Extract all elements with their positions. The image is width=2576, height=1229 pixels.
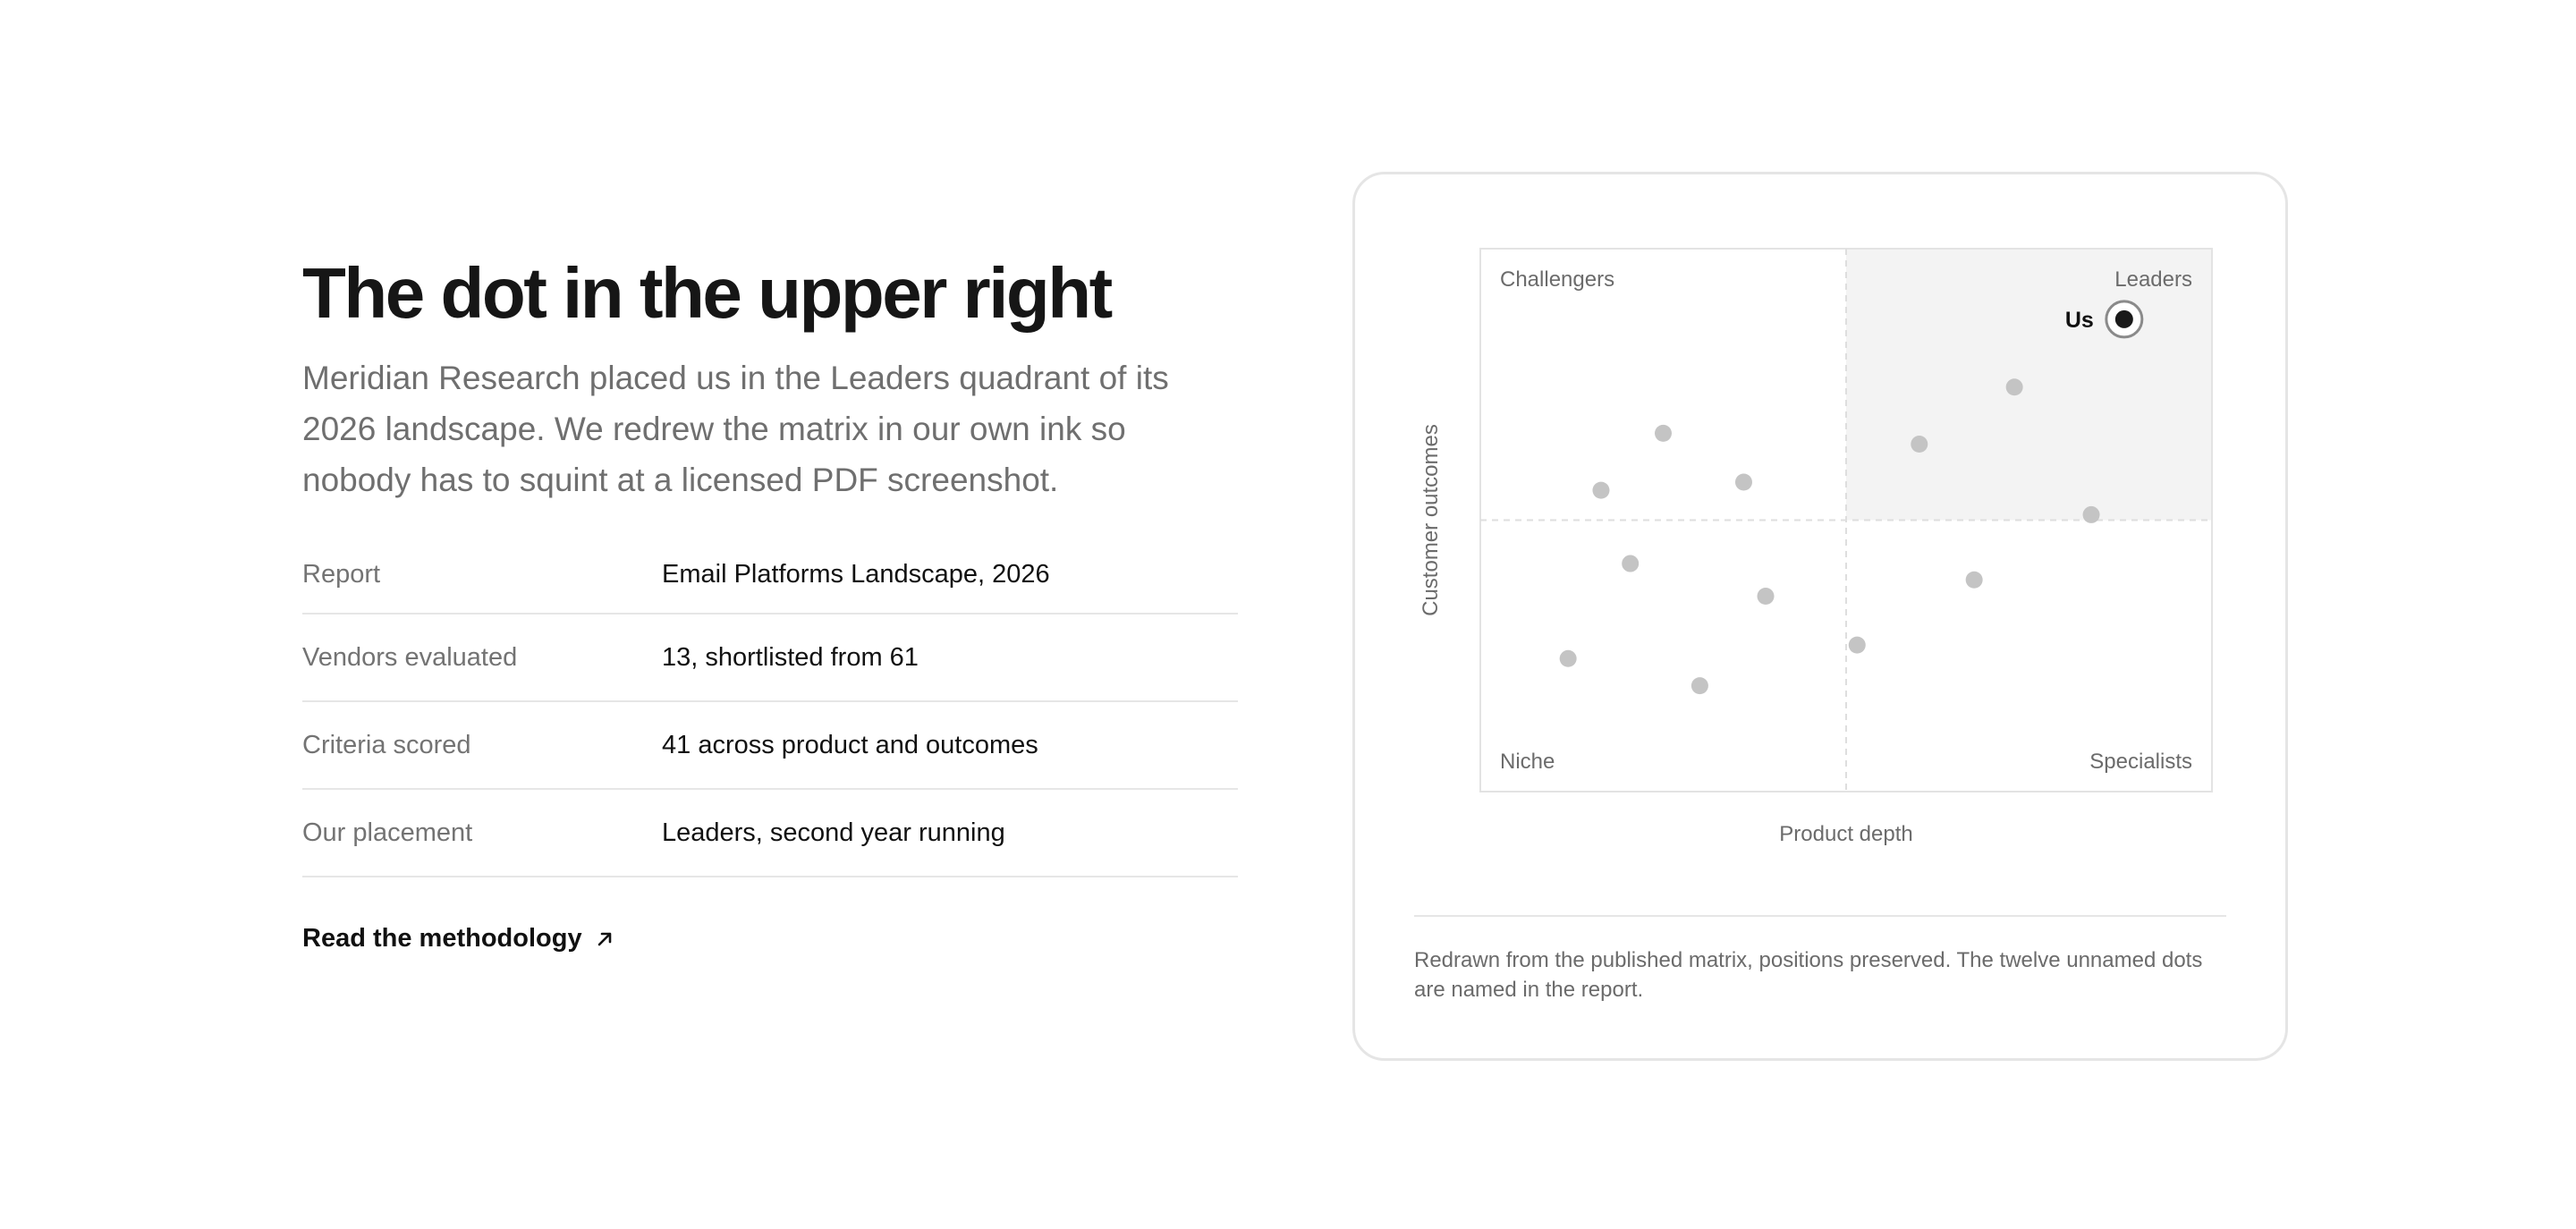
methodology-link-label: Read the methodology [302,924,582,953]
vendor-dot [1560,650,1577,667]
page-title: The dot in the upper right [302,253,1111,333]
vendor-dot [1849,637,1866,654]
fact-value: 41 across product and outcomes [662,730,1038,759]
fact-label: Vendors evaluated [302,642,518,672]
vendor-dot [1735,474,1752,491]
matrix-card [1352,172,2288,1061]
vendor-dot [1592,482,1609,499]
quadrant-label-challengers: Challengers [1500,267,1615,292]
fact-value: Email Platforms Landscape, 2026 [662,559,1050,589]
intro-paragraph: Meridian Research placed us in the Leaders quadrant of its 2026 landscape. We redrew the matrix in our own ink so nobody has to squint at a licensed PDF screenshot. [302,360,1169,498]
fact-label: Our placement [302,818,473,847]
quadrant-label-leaders: Leaders [2114,267,2192,292]
us-label: Us [2064,307,2094,333]
vendor-dot [1966,572,1983,589]
chart-caption: Redrawn from the published matrix, positions preserved. The twelve unnamed dots are named in the report. [1414,948,2203,1002]
facts-table [302,536,1238,877]
fact-value: Leaders, second year running [662,818,1005,847]
quadrant-chart [1355,174,2285,1058]
vendor-dot [1622,555,1639,572]
intro-section [302,250,1238,954]
us-dot [2115,310,2133,328]
card-divider [1414,915,2226,917]
x-axis-label: Product depth [1779,822,1913,846]
vendor-dot [1691,677,1708,694]
fact-value: 13, shortlisted from 61 [662,642,919,672]
vendor-dot [2006,378,2023,395]
vendor-dot [1911,436,1928,453]
fact-row-criteria [302,702,1238,790]
quadrant-label-specialists: Specialists [2089,750,2192,774]
vendor-dot [2083,506,2100,523]
fact-label: Report [302,559,381,589]
y-axis-label: Customer outcomes [1419,424,1443,616]
methodology-link[interactable] [302,924,614,954]
quadrant-label-niche: Niche [1500,750,1555,774]
fact-row-report [302,536,1238,614]
fact-row-vendors [302,614,1238,702]
arrow-up-right-icon [595,929,614,949]
fact-label: Criteria scored [302,730,471,759]
vendor-dot [1655,425,1672,442]
vendor-dot [1758,588,1775,605]
fact-row-placement [302,790,1238,877]
